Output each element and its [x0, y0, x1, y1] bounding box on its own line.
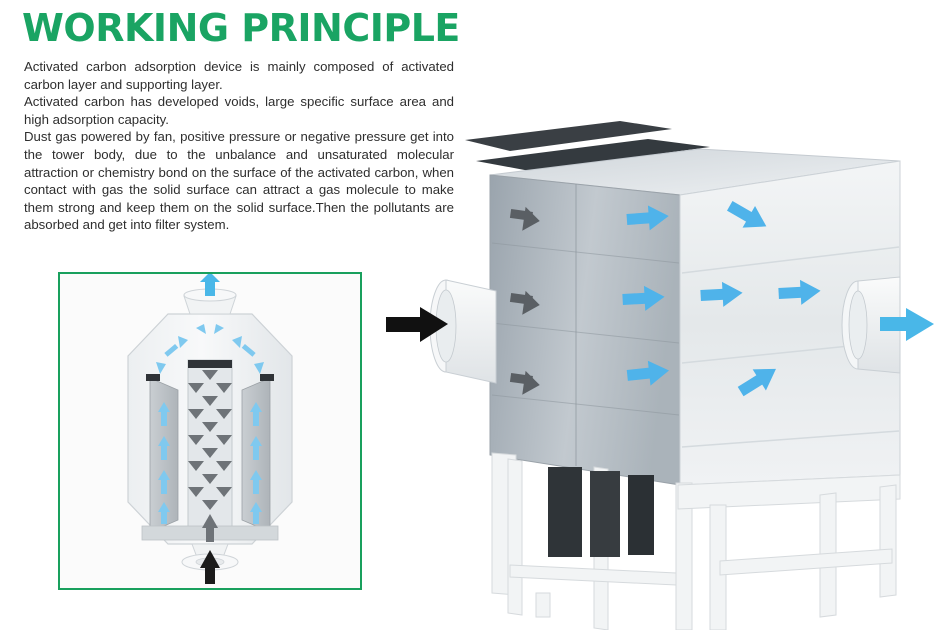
under-body-components [548, 467, 654, 557]
adsorption-tower-illustration [380, 95, 934, 630]
schematic-panel [58, 272, 362, 590]
right-layer-cap [260, 374, 274, 381]
schematic-cross-section-icon [60, 274, 360, 588]
outlet-duct-opening [849, 291, 867, 359]
left-layer-cap [146, 374, 160, 381]
page-title: WORKING PRINCIPLE [22, 6, 460, 50]
equipment-render [380, 95, 934, 630]
column-cap [188, 360, 232, 368]
description-paragraph-3: Dust gas powered by fan, positive pressure or negative pressure get into the tower body, due to the unbalance and unsaturated molecular attraction or chemistry bond on the surface of the activated carbon, when contact with gas the solid surface can attract a gas molecule to make them strong and keep them on the solid surface.Then the pollutants are absorbed and get into filter system. [24, 129, 454, 233]
description-paragraph-1: Activated carbon adsorption device is mainly composed of activated carbon layer and supporting layer. [24, 59, 454, 92]
description-paragraph-2: Activated carbon has developed voids, large specific surface area and high adsorption capacity. [24, 94, 454, 127]
